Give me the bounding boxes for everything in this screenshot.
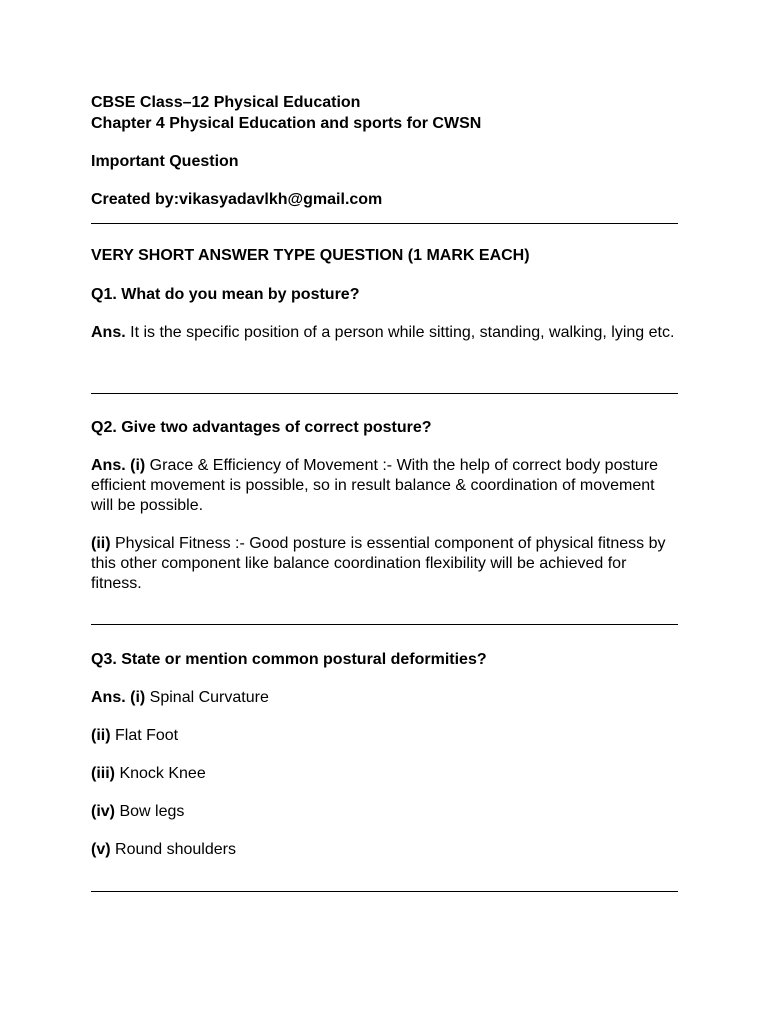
question-2: Q2. Give two advantages of correct posture? [91, 419, 432, 436]
item-text: Knock Knee [115, 765, 206, 782]
item-text: Flat Foot [110, 727, 179, 744]
document-subtitle: Important Question [91, 153, 239, 170]
answer-text: Physical Fitness :- Good posture is essential component of physical fitness by this other component like balance coordination flexibility will be achieved for fitness. [91, 535, 666, 592]
divider [91, 624, 678, 625]
divider [91, 223, 678, 224]
answer-2-point-1 [91, 456, 678, 516]
question-1: Q1. What do you mean by posture? [91, 286, 360, 303]
item-label: (iii) [91, 765, 115, 782]
deformity-item [91, 726, 178, 746]
answer-label: Ans. [91, 324, 126, 341]
creator-credit: Created by:vikasyadavlkh@gmail.com [91, 191, 383, 208]
item-label: Ans. (i) [91, 689, 146, 706]
item-label: (v) [91, 841, 111, 858]
answer-label: Ans. (i) [91, 457, 146, 474]
item-text: Bow legs [115, 803, 185, 820]
course-title: CBSE Class–12 Physical Education [91, 94, 361, 111]
chapter-title: Chapter 4 Physical Education and sports for CWSN [91, 115, 482, 132]
item-text: Round shoulders [110, 841, 236, 858]
deformity-item [91, 688, 269, 708]
deformity-item [91, 764, 206, 784]
answer-1 [91, 323, 678, 343]
deformity-item [91, 840, 236, 860]
divider [91, 891, 678, 892]
answer-2-point-2 [91, 534, 678, 594]
answer-text: Grace & Efficiency of Movement :- With the help of correct body posture efficient movement is possible, so in result balance & coordination of movement will be possible. [91, 457, 659, 514]
answer-text: It is the specific position of a person while sitting, standing, walking, lying etc. [125, 324, 675, 341]
item-label: (ii) [91, 727, 111, 744]
deformity-item [91, 802, 184, 822]
item-label: (iv) [91, 803, 115, 820]
section-title: VERY SHORT ANSWER TYPE QUESTION (1 MARK EACH) [91, 247, 530, 264]
answer-label: (ii) [91, 535, 111, 552]
item-text: Spinal Curvature [145, 689, 269, 706]
divider [91, 393, 678, 394]
question-3: Q3. State or mention common postural deformities? [91, 651, 487, 668]
